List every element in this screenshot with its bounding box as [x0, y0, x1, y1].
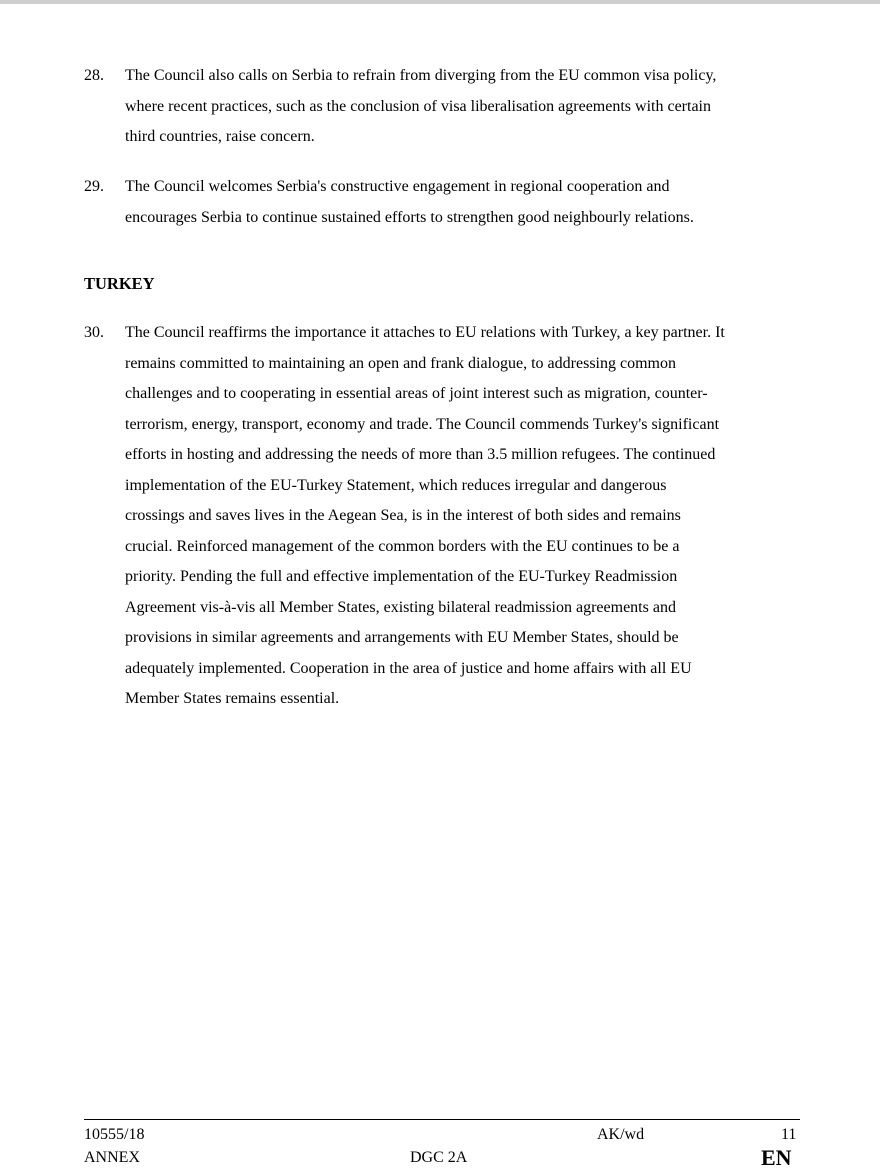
text-line: efforts in hosting and addressing the needs of more than 3.5 million refugees. The continued — [125, 446, 716, 463]
section-heading: TURKEY — [84, 274, 155, 293]
footer-initials: AK/wd — [597, 1126, 645, 1143]
paragraph-29 — [84, 172, 800, 233]
top-border — [0, 0, 880, 4]
text-line: The Council also calls on Serbia to refrain from diverging from the EU common visa policy, — [125, 67, 717, 84]
footer-language: EN — [761, 1145, 792, 1170]
text-line: encourages Serbia to continue sustained efforts to strengthen good neighbourly relations. — [125, 208, 694, 226]
footer-annex: ANNEX — [84, 1149, 140, 1166]
paragraph-28 — [84, 61, 800, 153]
footer-divider — [84, 1119, 800, 1120]
text-line: challenges and to cooperating in essential areas of joint interest such as migration, counter- — [125, 385, 708, 402]
footer-page-number: 11 — [781, 1126, 797, 1143]
text-line: The Council welcomes Serbia's constructive engagement in regional cooperation and — [125, 178, 670, 195]
text-line: provisions in similar agreements and arrangements with EU Member States, should be — [125, 629, 679, 646]
text-line: crucial. Reinforced management of the common borders with the EU continues to be a — [125, 537, 680, 555]
paragraph-text — [125, 172, 800, 233]
paragraph-number: 29. — [84, 178, 104, 195]
text-line: remains committed to maintaining an open and frank dialogue, to addressing common — [125, 354, 676, 372]
text-line: priority. Pending the full and effective implementation of the EU-Turkey Readmission — [125, 568, 678, 585]
text-line: terrorism, energy, transport, economy and trade. The Council commends Turkey's significant — [125, 415, 720, 433]
footer-doc-number: 10555/18 — [84, 1126, 145, 1143]
text-line: third countries, raise concern. — [125, 128, 315, 145]
paragraph-number: 28. — [84, 67, 104, 84]
paragraph-number: 30. — [84, 324, 104, 341]
text-line: Agreement vis-à-vis all Member States, existing bilateral readmission agreements and — [125, 598, 676, 616]
text-line: Member States remains essential. — [125, 690, 340, 707]
text-line: where recent practices, such as the conclusion of visa liberalisation agreements with certain — [125, 97, 711, 115]
text-line: crossings and saves lives in the Aegean Sea, is in the interest of both sides and remains — [125, 507, 681, 524]
paragraph-30 — [84, 318, 800, 715]
text-line: implementation of the EU-Turkey Statement, which reduces irregular and dangerous — [125, 476, 667, 494]
paragraph-text — [125, 318, 800, 715]
text-line: adequately implemented. Cooperation in the area of justice and home affairs with all EU — [125, 659, 692, 677]
text-line: The Council reaffirms the importance it attaches to EU relations with Turkey, a key partner. It — [125, 324, 725, 341]
paragraph-text — [125, 61, 800, 153]
footer-dgc: DGC 2A — [410, 1149, 468, 1166]
